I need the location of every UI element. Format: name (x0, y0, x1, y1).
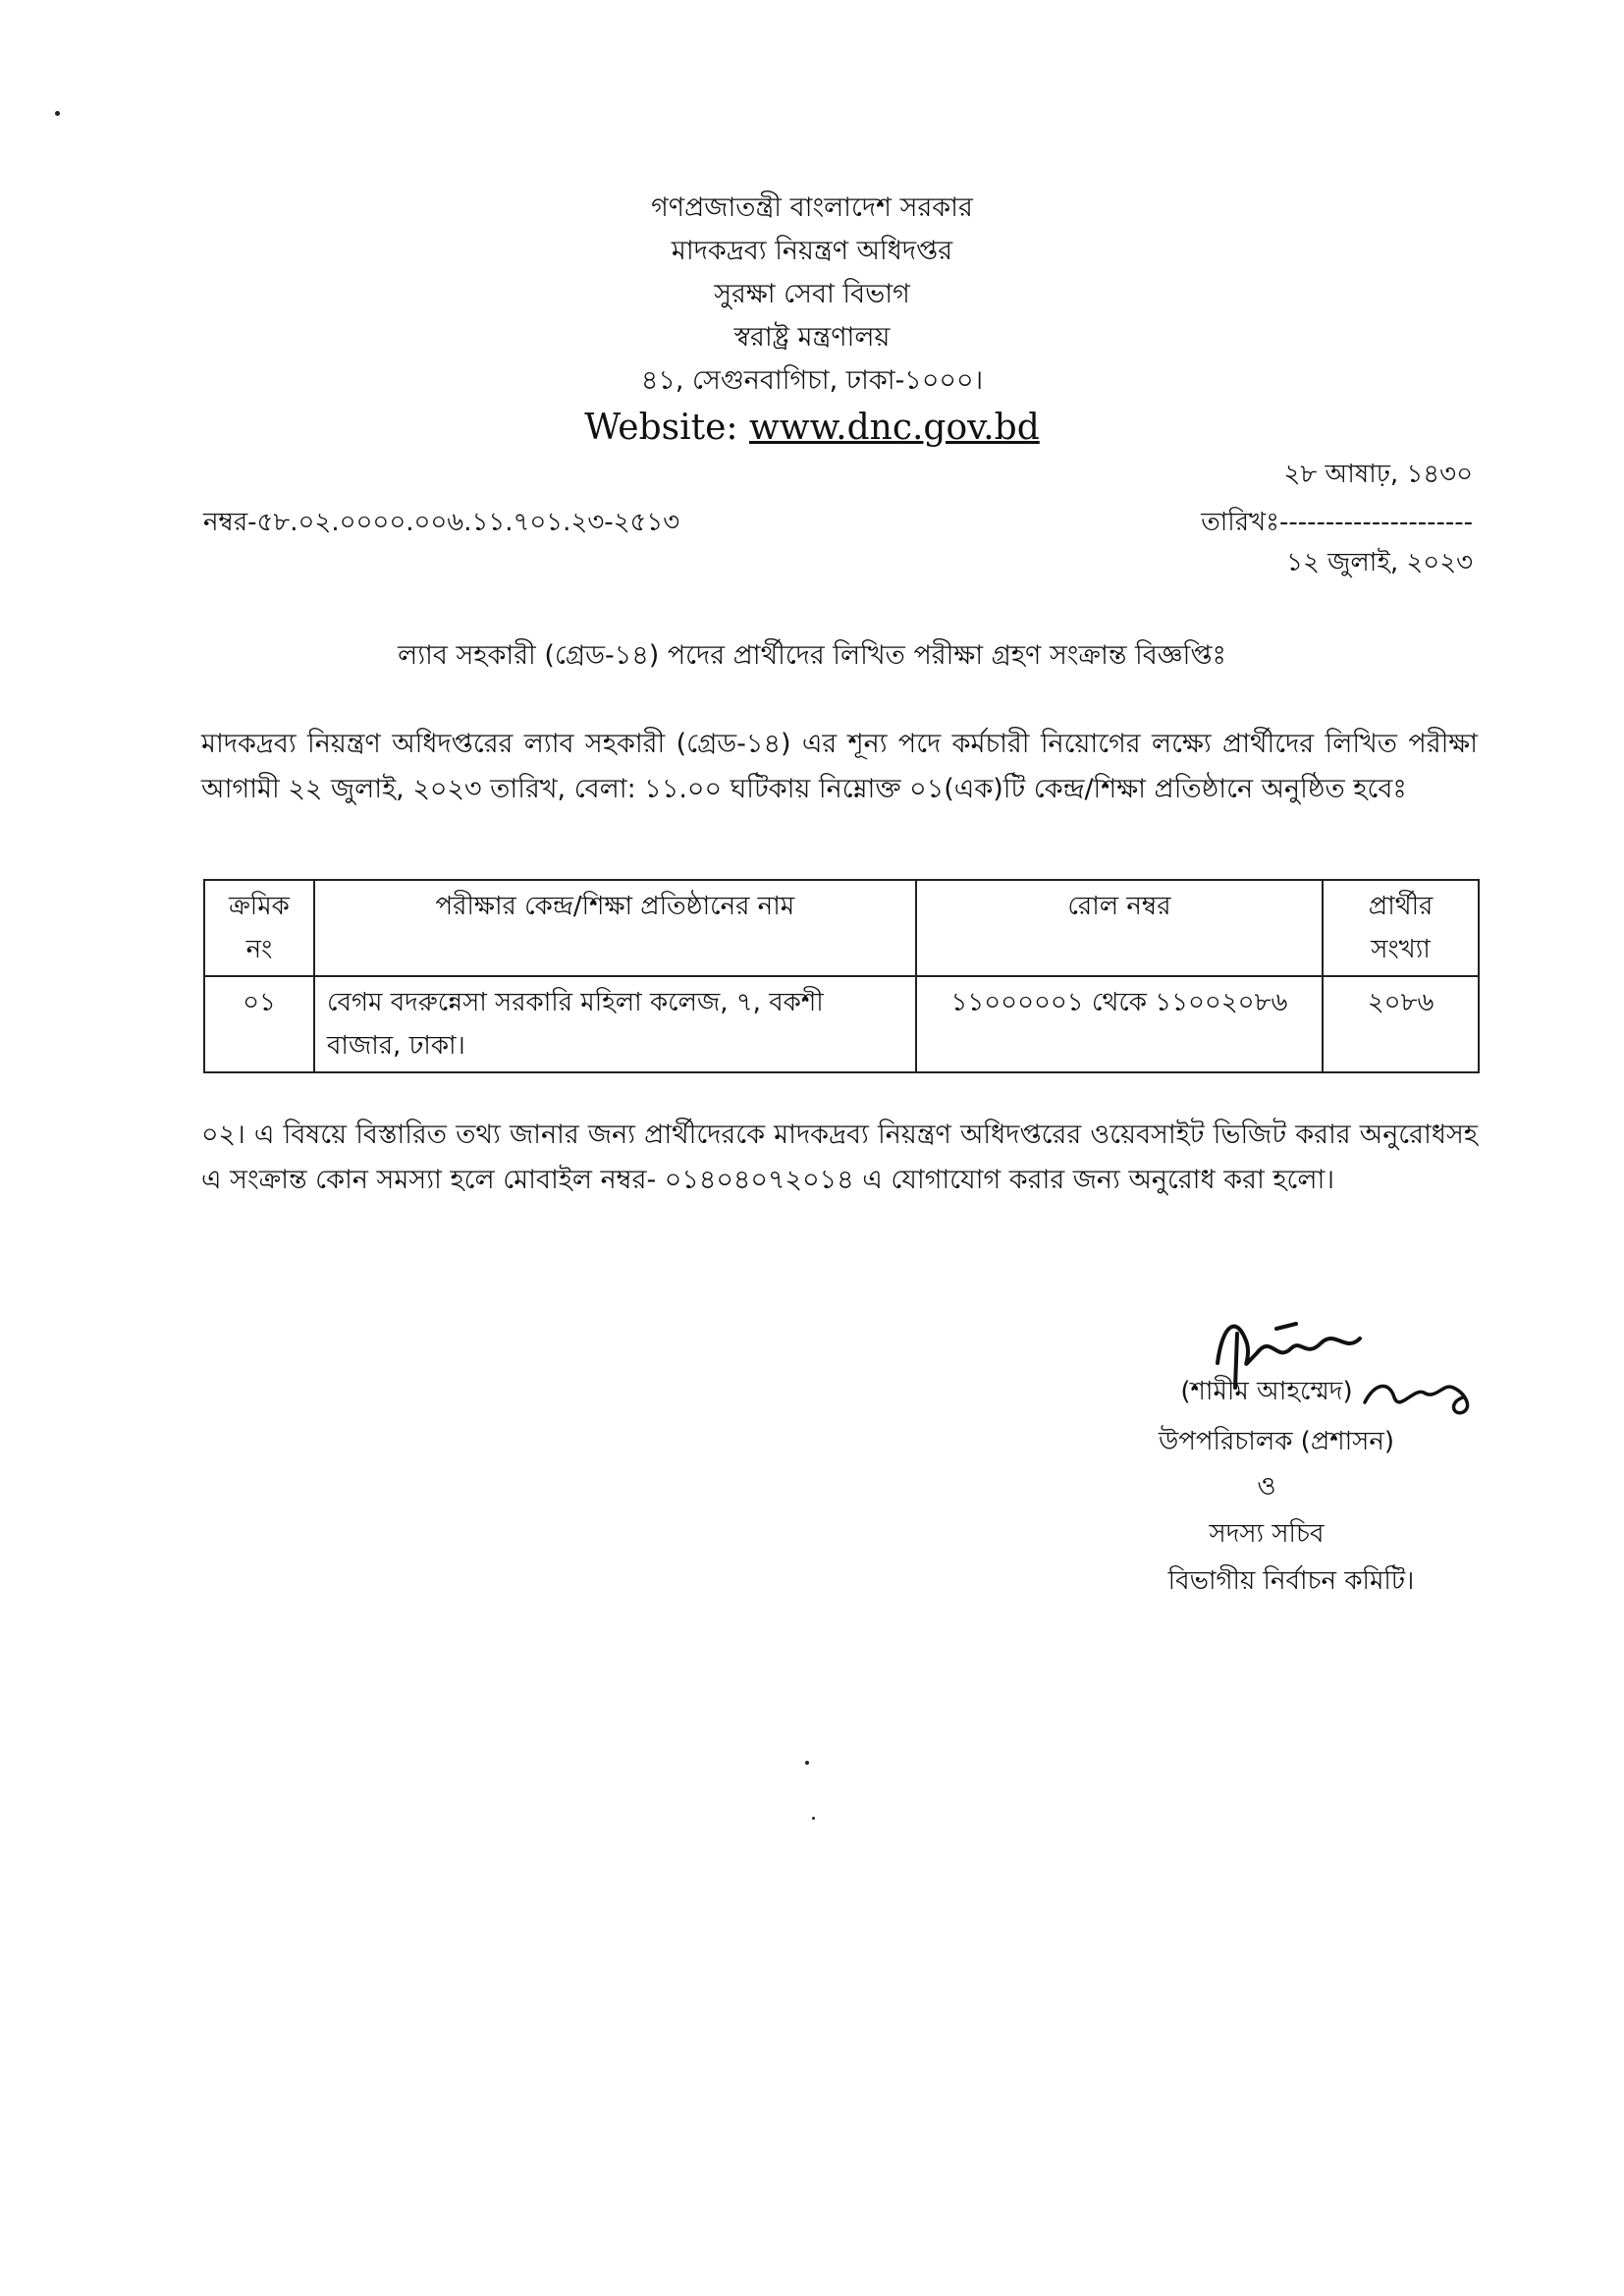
cell-serial: ০১ (204, 976, 314, 1072)
header-serial: ক্রমিক নং (204, 880, 314, 976)
signatory-conjunction: ও (1257, 1472, 1276, 1502)
intro-paragraph: মাদকদ্রব্য নিয়ন্ত্রণ অধিদপ্তরের ল্যাব সহকারী (গ্রেড-১৪) এর শূন্য পদে কর্মচারী নিয়োগের লক্ষ্যে প্রার্থীদের লিখিত পরীক্ষা আগামী ২২ জুলাই, ২০২৩ তারিখ, বেলা: ১১.০০ ঘটিকায় নিম্নোক্ত ০১(এক)টি কেন্দ্র/শিক্ষা প্রতিষ্ঠানে অনুষ্ঠিত হবেঃ (201, 729, 1478, 804)
scan-speck (805, 1761, 809, 1765)
cell-count: ২০৮৬ (1323, 976, 1479, 1072)
header-roll: রোল নম্বর (916, 880, 1323, 976)
header-center: পরীক্ষার কেন্দ্র/শিক্ষা প্রতিষ্ঠানের নাম (314, 880, 916, 976)
website-line (0, 407, 1624, 450)
exam-center-table (203, 879, 1480, 1073)
department-name: মাদকদ্রব্য নিয়ন্ত্রণ অধিদপ্তর (671, 236, 953, 266)
signatory-role: সদস্য সচিব (1209, 1519, 1325, 1549)
date-english: ১২ জুলাই, ২০২৩ (1286, 548, 1473, 577)
date-label: তারিখঃ--------------------- (1201, 508, 1473, 537)
table-row (204, 976, 1479, 1072)
header-count: প্রার্থীর সংখ্যা (1323, 880, 1479, 976)
website-link[interactable]: www.dnc.gov.bd (748, 408, 1040, 448)
note-paragraph: ০২। এ বিষয়ে বিস্তারিত তথ্য জানার জন্য প্রার্থীদেরকে মাদকদ্রব্য নিয়ন্ত্রণ অধিদপ্তরের ওয়েবসাইট ভিজিট করার অনুরোধসহ এ সংক্রান্ত কোন সমস্যা হলে মোবাইল নম্বর- ০১৪০৪০৭২০১৪ এ যোগাযোগ করার জন্য অনুরোধ করা হলো। (201, 1120, 1478, 1195)
memo-number: নম্বর-৫৮.০২.০০০০.০০৬.১১.৭০১.২৩-২৫১৩ (203, 508, 680, 537)
division-name: সুরক্ষা সেবা বিভাগ (714, 279, 910, 309)
ministry-name: স্বরাষ্ট্র মন্ত্রণালয় (733, 322, 891, 353)
signatory-name: (শামীম আহম্মেদ) (1180, 1377, 1353, 1406)
website-label: Website: (584, 408, 749, 448)
signatory-designation: উপপরিচালক (প্রশাসন) (1158, 1427, 1394, 1456)
committee-name: বিভাগীয় নির্বাচন কমিটি। (1167, 1566, 1415, 1596)
scan-speck (55, 111, 60, 116)
cell-center: বেগম বদরুন্নেসা সরকারি মহিলা কলেজ, ৭, বকশী বাজার, ঢাকা। (314, 976, 916, 1072)
date-bangla: ২৮ আষাঢ়, ১৪৩০ (1283, 460, 1473, 489)
cell-roll: ১১০০০০০১ থেকে ১১০০২০৮৬ (916, 976, 1323, 1072)
office-address: ৪১, সেগুনবাগিচা, ঢাকা-১০০০। (640, 365, 984, 396)
govt-title: গণপ্রজাতন্ত্রী বাংলাদেশ সরকার (651, 192, 973, 223)
table-header-row (204, 880, 1479, 976)
scan-speck (812, 1817, 815, 1820)
subject-line: ল্যাব সহকারী (গ্রেড-১৪) পদের প্রার্থীদের লিখিত পরীক্ষা গ্রহণ সংক্রান্ত বিজ্ঞপ্তিঃ (398, 640, 1226, 671)
